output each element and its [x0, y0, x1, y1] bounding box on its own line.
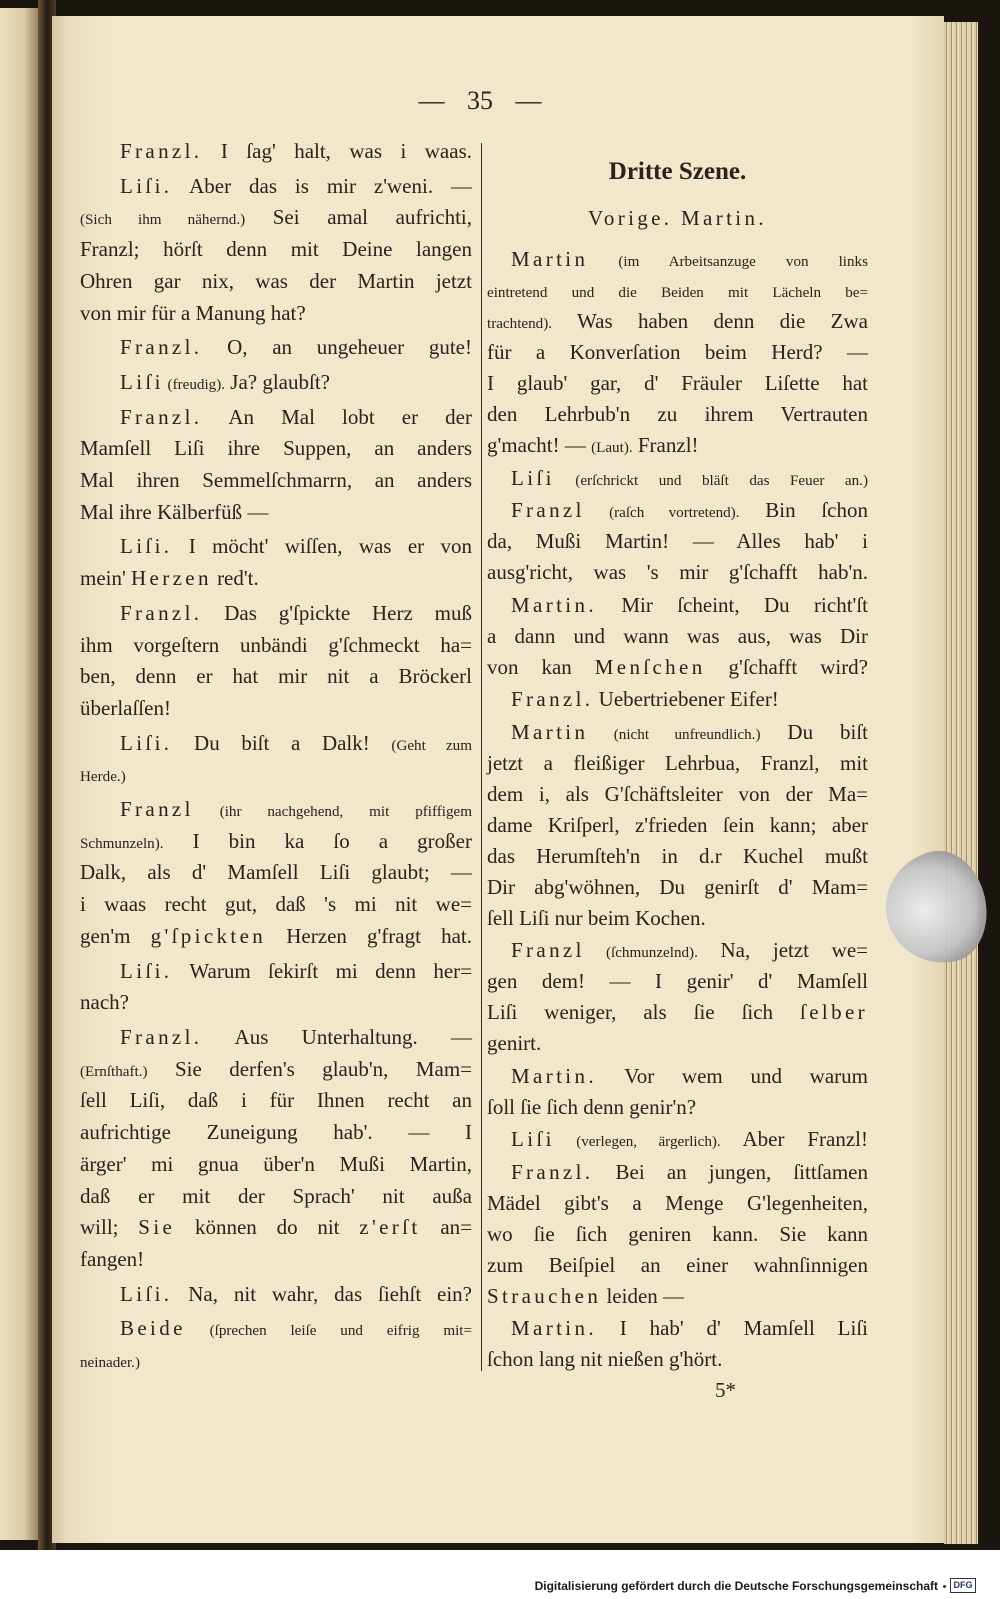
- stage-direction: eintretend und die Beiden mit Lächeln be=: [487, 285, 868, 301]
- line-text: das Herumſteh'n in d.r Kuchel mußt: [487, 843, 868, 868]
- spaced-emphasis: Strauchen: [487, 1283, 602, 1308]
- text-line: [80, 531, 472, 563]
- text-line: [80, 1149, 472, 1181]
- text-line: [80, 956, 472, 988]
- text-line: [487, 810, 868, 841]
- spaced-emphasis: Herzen: [131, 566, 212, 591]
- text-line: [487, 684, 868, 715]
- speaker-name: Liſi.: [120, 534, 173, 559]
- line-text: Sie derfen's glaub'n, Mam=: [147, 1056, 472, 1081]
- text-line: [487, 748, 868, 779]
- line-text: gen'm: [80, 923, 151, 948]
- line-text: wo ſie ſich geniren kann. Sie kann: [487, 1221, 868, 1246]
- speaker-name: Beide: [120, 1316, 186, 1341]
- line-text: I ſag' halt, was i waas.: [202, 139, 472, 163]
- text-line: [80, 826, 472, 858]
- text-line: [80, 234, 472, 266]
- column-divider: [481, 143, 482, 1371]
- previous-page-edge: [0, 8, 40, 1540]
- text-line: [80, 1244, 472, 1276]
- text-line: [487, 590, 868, 621]
- text-line: [80, 1181, 472, 1213]
- text-line: [487, 1313, 868, 1344]
- text-line: [487, 1028, 868, 1059]
- text-line: [487, 1188, 868, 1219]
- line-text: will;: [80, 1215, 139, 1240]
- spaced-emphasis: Sie: [138, 1215, 176, 1240]
- text-line: [80, 402, 472, 434]
- speech-paragraph: [487, 1313, 868, 1375]
- speech-paragraph: [80, 171, 472, 330]
- speech-paragraph: [487, 1157, 868, 1312]
- speaker-name: Liſi: [511, 1127, 555, 1151]
- line-text: leiden —: [601, 1283, 685, 1308]
- speech-paragraph: [80, 1279, 472, 1311]
- text-line: [80, 1054, 472, 1086]
- text-line: [80, 563, 472, 595]
- text-line: [80, 1085, 472, 1117]
- text-line: [487, 1250, 868, 1281]
- line-text: red't.: [211, 566, 259, 591]
- line-text: ſell Liſi, daß i für Ihnen recht an: [80, 1088, 472, 1113]
- stage-direction: (verlegen, ärgerlich).: [554, 1134, 721, 1150]
- speaker-name: Franzl.: [120, 139, 203, 163]
- speaker-name: Martin.: [511, 1316, 597, 1340]
- stage-direction: (Geht zum: [391, 737, 472, 754]
- line-text: Ohren gar nix, was der Martin jetzt: [80, 268, 472, 293]
- line-text: Mir ſcheint, Du richt'ſt: [596, 592, 868, 617]
- text-line: [80, 857, 472, 889]
- text-line: [80, 759, 472, 791]
- text-line: [487, 399, 868, 430]
- stage-direction: (erſchrickt und bläſt das Feuer an.): [554, 472, 868, 489]
- line-text: genirt.: [487, 1031, 542, 1055]
- speech-paragraph: [80, 402, 472, 529]
- text-line: [487, 841, 868, 872]
- text-line: [487, 526, 868, 557]
- stage-direction: (nicht unfreundlich.): [588, 726, 761, 743]
- speech-paragraph: [487, 463, 868, 494]
- stage-direction: (freudig).: [163, 376, 226, 393]
- line-text: ſoll ſie ſich denn genir'n?: [487, 1094, 697, 1119]
- speaker-name: Franzl: [120, 797, 194, 822]
- stage-direction: (im Arbeitsanzuge von links: [588, 254, 868, 270]
- line-text: können do nit: [175, 1215, 360, 1240]
- line-text: Warum ſekirſt mi denn her=: [172, 958, 472, 983]
- line-text: den Lehrbub'n zu ihrem Vertrauten: [487, 402, 868, 426]
- text-line: [487, 1124, 868, 1155]
- line-text: Uebertriebener Eifer!: [593, 687, 779, 711]
- line-text: Mal ihren Semmelſchmarrn, an anders: [80, 468, 472, 493]
- speech-paragraph: [80, 332, 472, 364]
- text-line: [487, 495, 868, 526]
- line-text: gen dem! — I genir' d' Mamſell: [487, 969, 868, 993]
- line-text: ärger' mi gnua über'n Mußi Martin,: [80, 1151, 472, 1176]
- speaker-name: Franzl.: [511, 687, 594, 711]
- text-line: [487, 1281, 868, 1312]
- speaker-name: Liſi.: [120, 730, 173, 755]
- speaker-name: Franzl: [511, 498, 585, 522]
- speech-paragraph: [487, 495, 868, 588]
- speaker-name: Franzl.: [120, 1024, 203, 1049]
- speaker-name: Martin: [511, 247, 589, 271]
- speech-paragraph: [80, 794, 472, 953]
- line-text: für a Konverſation beim Herd? —: [487, 340, 868, 364]
- line-text: ſell Liſi nur beim Kochen.: [487, 905, 706, 930]
- line-text: I hab' d' Mamſell Liſi: [596, 1316, 868, 1340]
- text-line: [80, 497, 472, 529]
- speech-paragraph: [80, 598, 472, 725]
- text-line: [80, 332, 472, 364]
- right-column: [487, 152, 868, 1406]
- line-text: Mädel gibt's a Menge G'legenheiten,: [487, 1190, 868, 1215]
- page-number: — 35 —: [418, 86, 542, 115]
- line-text: zum Beiſpiel an einer wahnſinnigen: [487, 1252, 868, 1277]
- text-line: [80, 1212, 472, 1244]
- text-line: [487, 997, 868, 1028]
- dfg-logo: DFG: [950, 1578, 976, 1593]
- left-column: [80, 136, 472, 1377]
- line-text: Du biſt a Dalk!: [172, 730, 392, 755]
- line-text: An Mal lobt er der: [202, 404, 472, 429]
- line-text: ben, denn er hat mir nit a Bröckerl: [80, 664, 472, 689]
- text-line: [487, 244, 868, 275]
- line-text: I bin ka ſo a großer: [163, 828, 472, 853]
- scene-title: Dritte Szene.: [608, 158, 747, 185]
- line-text: aufrichtige Zuneigung hab'. — I: [80, 1120, 472, 1145]
- text-line: [487, 1157, 868, 1188]
- speech-paragraph: [487, 935, 868, 1059]
- line-text: Bin ſchon: [739, 498, 868, 522]
- text-line: [80, 202, 472, 234]
- line-text: fangen!: [80, 1246, 145, 1271]
- line-text: Dir abg'wöhnen, Du genirſt d' Mam=: [487, 874, 868, 899]
- footer-credit: Digitalisierung gefördert durch die Deutsche Forschungsgemeinschaft: [534, 1579, 938, 1593]
- text-line: [487, 872, 868, 903]
- stage-direction: (ſprechen leiſe und eifrig mit=: [185, 1323, 472, 1340]
- line-text: O, an ungeheuer gute!: [202, 335, 472, 360]
- scene-characters: Vorige. Martin.: [588, 206, 767, 230]
- speaker-name: Liſi: [511, 465, 555, 490]
- line-text: Herzen g'fragt hat.: [266, 923, 472, 948]
- stage-direction: neinader.): [80, 1355, 140, 1372]
- text-line: [487, 463, 868, 494]
- spaced-emphasis: Menſchen: [594, 654, 706, 679]
- line-text: daß er mit der Sprach' nit außa: [80, 1183, 472, 1208]
- spaced-emphasis: z'erſt: [359, 1215, 421, 1240]
- stage-direction: (raſch vortretend).: [584, 505, 740, 521]
- speech-paragraph: [80, 531, 472, 594]
- speech-paragraph: [80, 728, 472, 791]
- line-text: da, Mußi Martin! — Alles hab' i: [487, 529, 868, 553]
- speech-paragraph: [487, 717, 868, 934]
- speaker-name: Liſi: [120, 369, 164, 394]
- line-text: Bei an jungen, ſittſamen: [593, 1159, 868, 1184]
- line-text: I möcht' wiſſen, was er von: [172, 534, 472, 559]
- text-line: [487, 1344, 868, 1375]
- stage-direction: (ihr nachgehend, mit pfiffigem: [193, 804, 472, 821]
- line-text: Ja? glaubſt?: [225, 369, 330, 394]
- text-line: [80, 266, 472, 298]
- speaker-name: Franzl: [511, 938, 585, 962]
- line-text: g'ſchafft wird?: [705, 654, 869, 679]
- line-text: Aber Franzl!: [720, 1127, 868, 1151]
- text-line: [487, 557, 868, 588]
- text-line: [487, 779, 868, 810]
- text-line: [487, 275, 868, 306]
- stage-direction: (Laut).: [591, 440, 633, 456]
- text-line: [487, 430, 868, 461]
- speech-paragraph: [487, 1061, 868, 1123]
- stage-direction: trachtend).: [487, 316, 553, 332]
- line-text: Das g'ſpickte Herz muß: [202, 600, 472, 625]
- speech-paragraph: [487, 590, 868, 683]
- speech-paragraph: [487, 244, 868, 461]
- line-text: von kan: [487, 654, 595, 679]
- text-line: [80, 1279, 472, 1311]
- speaker-name: Franzl.: [120, 404, 203, 429]
- line-text: Mal ihre Kälberfüß —: [80, 499, 269, 524]
- text-line: [487, 337, 868, 368]
- text-line: [80, 630, 472, 662]
- text-line: [80, 1117, 472, 1149]
- line-text: jetzt a fleißiger Lehrbua, Franzl, mit: [487, 750, 868, 775]
- text-line: [487, 621, 868, 652]
- text-line: [80, 1313, 472, 1345]
- text-line: [80, 921, 472, 953]
- footer-separator-dot: [943, 1585, 946, 1588]
- stage-direction: (Ernſthaft.): [80, 1063, 148, 1080]
- line-text: Vor wem und warum: [596, 1063, 868, 1088]
- speaker-name: Franzl.: [120, 600, 203, 625]
- speaker-name: Liſi.: [120, 173, 173, 198]
- right-column-text: [487, 244, 868, 1375]
- text-line: [487, 935, 868, 966]
- speech-paragraph: [80, 136, 472, 168]
- speech-paragraph: [80, 1313, 472, 1376]
- line-text: Mamſell Liſi ihre Suppen, an anders: [80, 436, 472, 461]
- speaker-name: Liſi.: [120, 1281, 173, 1306]
- footer: [0, 1550, 1000, 1599]
- stage-direction: (Sich ihm nähernd.): [80, 212, 246, 229]
- speaker-name: Franzl.: [511, 1159, 594, 1184]
- line-text: ſchon lang nit nießen g'hört.: [487, 1347, 723, 1371]
- text-line: [80, 661, 472, 693]
- speech-paragraph: [80, 956, 472, 1019]
- text-line: [80, 367, 472, 399]
- text-line: [80, 136, 472, 168]
- stage-direction: Schmunzeln).: [80, 835, 164, 852]
- line-text: g'macht! —: [487, 433, 592, 457]
- line-text: ihm vorgeſtern unbändi g'ſchmeckt ha=: [80, 632, 472, 657]
- text-line: [487, 652, 868, 683]
- line-text: von mir für a Manung hat?: [80, 300, 306, 325]
- speech-paragraph: [80, 367, 472, 399]
- line-text: i waas recht gut, daß 's mi nit we=: [80, 892, 472, 917]
- page-stack-edges: [944, 22, 978, 1544]
- text-line: [487, 1061, 868, 1092]
- signature-mark: 5*: [715, 1378, 736, 1402]
- text-line: [487, 717, 868, 748]
- text-line: [80, 1022, 472, 1054]
- text-line: [80, 1345, 472, 1377]
- spaced-emphasis: ſelber: [800, 1000, 868, 1024]
- line-text: an=: [420, 1215, 472, 1240]
- text-line: [80, 298, 472, 330]
- stage-direction: Herde.): [80, 769, 126, 786]
- text-line: [487, 903, 868, 934]
- text-line: [80, 794, 472, 826]
- line-text: ausg'richt, was 's mir g'ſchafft hab'n.: [487, 560, 868, 584]
- text-line: [487, 1092, 868, 1123]
- line-text: nach?: [80, 990, 129, 1015]
- line-text: Na, nit wahr, das ſiehſt ein?: [172, 1281, 472, 1306]
- line-text: Na, jetzt we=: [697, 938, 868, 962]
- text-line: [80, 693, 472, 725]
- text-line: [487, 966, 868, 997]
- text-line: [487, 1219, 868, 1250]
- speech-paragraph: [487, 1124, 868, 1155]
- text-line: [487, 368, 868, 399]
- text-line: [80, 598, 472, 630]
- text-line: [487, 306, 868, 337]
- text-line: [80, 728, 472, 760]
- line-text: überlaſſen!: [80, 695, 171, 720]
- line-text: dem i, als G'ſchäftsleiter von der Ma=: [487, 781, 868, 806]
- spaced-emphasis: g'ſpickten: [150, 923, 267, 948]
- speech-paragraph: [487, 684, 868, 715]
- line-text: Franzl; hörſt denn mit Deine langen: [80, 237, 472, 262]
- line-text: mein': [80, 566, 132, 591]
- line-text: Was haben denn die Zwa: [552, 309, 868, 333]
- text-line: [80, 433, 472, 465]
- line-text: a dann und wann was aus, was Dir: [487, 623, 868, 648]
- stage-direction: (ſchmunzelnd).: [584, 945, 698, 961]
- line-text: dame Kriſperl, z'frieden ſein kann; aber: [487, 812, 868, 837]
- speaker-name: Franzl.: [120, 335, 203, 360]
- speaker-name: Martin.: [511, 592, 597, 617]
- text-line: [80, 889, 472, 921]
- speaker-name: Liſi.: [120, 958, 173, 983]
- speaker-name: Martin: [511, 719, 589, 744]
- line-text: Aus Unterhaltung. —: [202, 1024, 472, 1049]
- text-line: [80, 987, 472, 1019]
- speaker-name: Martin.: [511, 1063, 597, 1088]
- line-text: Liſi weniger, als ſie ſich: [487, 1000, 801, 1024]
- line-text: I glaub' gar, d' Fräuler Liſette hat: [487, 371, 868, 395]
- line-text: Sei amal aufrichti,: [245, 205, 472, 230]
- speech-paragraph: [80, 1022, 472, 1276]
- line-text: Dalk, als d' Mamſell Liſi glaubt; —: [80, 860, 472, 885]
- line-text: Du biſt: [760, 719, 868, 744]
- line-text: Franzl!: [632, 433, 699, 457]
- line-text: Aber das is mir z'weni. —: [172, 173, 472, 198]
- text-line: [80, 171, 472, 203]
- text-line: [80, 465, 472, 497]
